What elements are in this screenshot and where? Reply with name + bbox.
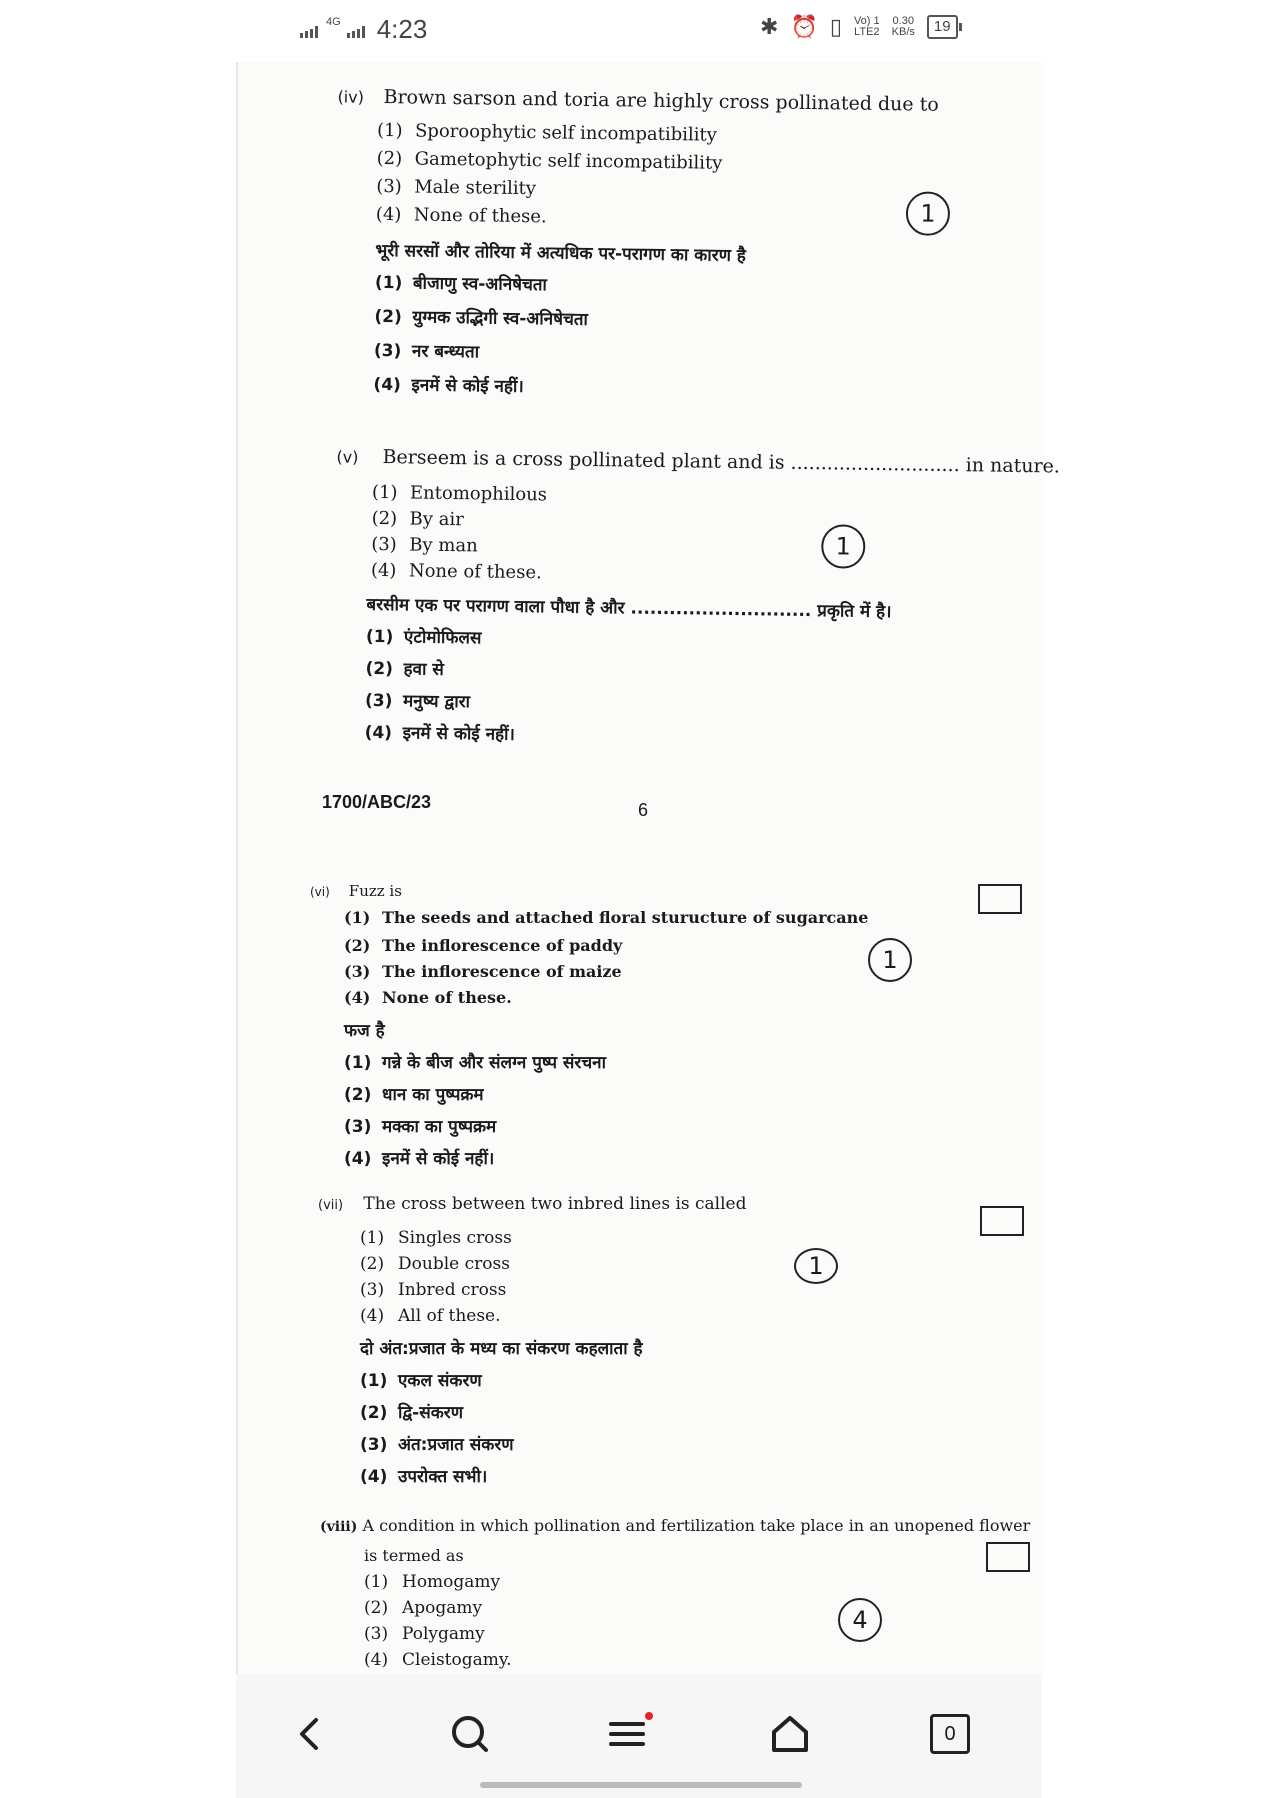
answer-circle-vii: 1 xyxy=(794,1248,838,1284)
menu-button[interactable] xyxy=(600,1704,660,1764)
page-number: 6 xyxy=(638,800,649,820)
q7-option-4: (4) All of these. xyxy=(360,1306,501,1326)
q7-option-2: (2) Double cross xyxy=(360,1254,510,1274)
back-icon xyxy=(290,1714,330,1754)
q7-hindi-option-3: (3) अंत:प्रजात संकरण xyxy=(360,1435,514,1455)
q6-option-3: (3) The inflorescence of maize xyxy=(344,962,622,981)
answer-circle-viii: 4 xyxy=(838,1598,882,1642)
paper-code: 1700/ABC/23 xyxy=(322,792,432,812)
q5-option-2: (2) By air xyxy=(371,507,464,531)
q7-hindi-option-2: (2) द्वि-संकरण xyxy=(360,1403,464,1423)
status-bar xyxy=(0,0,1272,62)
question-iv: (iv) Brown sarson and toria are highly cross pollinated due to xyxy=(337,86,939,116)
marks-box-vi xyxy=(978,884,1022,914)
answer-circle-v: 1 xyxy=(821,524,866,569)
q4-option-3: (3) Male sterility xyxy=(376,175,537,200)
search-icon xyxy=(448,1712,492,1756)
q6-option-1: (1) The seeds and attached floral sturucture of sugarcane xyxy=(344,908,869,927)
q5-hindi-text: बरसीम एक पर परागण वाला पौधा है और ............................ प्रकृति में है। xyxy=(366,594,892,623)
q6-hindi-option-4: (4) इनमें से कोई नहीं। xyxy=(344,1149,495,1169)
exam-page-1 xyxy=(227,62,1061,853)
document-viewer[interactable] xyxy=(236,62,1061,1674)
q5-hindi-option-3: (3) मनुष्य द्वारा xyxy=(364,690,471,713)
q4-hindi-option-3: (3) नर बन्ध्यता xyxy=(373,340,480,363)
q4-hindi-option-1: (1) बीजाणु स्व-अनिषेचता xyxy=(374,272,548,296)
q5-hindi-option-4: (4) इनमें से कोई नहीं। xyxy=(364,722,516,745)
q4-option-4: (4) None of these. xyxy=(375,203,547,228)
q5-hindi-option-1: (1) एंटोमोफिलस xyxy=(365,626,482,649)
q5-option-1: (1) Entomophilous xyxy=(371,481,548,506)
marks-box-vii xyxy=(980,1206,1024,1236)
q7-option-1: (1) Singles cross xyxy=(360,1228,512,1248)
battery-indicator: 19 xyxy=(927,15,958,39)
navigation-bar xyxy=(236,1674,1042,1798)
q8-option-1: (1) Homogamy xyxy=(364,1572,501,1592)
clock: 4:23 xyxy=(376,14,428,44)
q8-option-4: (4) Cleistogamy. xyxy=(364,1650,512,1670)
q4-hindi-option-2: (2) युग्मक उद्भिगी स्व-अनिषेचता xyxy=(374,306,589,330)
tabs-icon: 0 xyxy=(930,1714,970,1754)
q5-option-3: (3) By man xyxy=(371,533,478,557)
q6-hindi-option-3: (3) मक्का का पुष्पक्रम xyxy=(344,1117,497,1137)
volte-indicator: Vo) 1 LTE2 xyxy=(853,15,880,38)
network-speed: 0.30 KB/s xyxy=(891,15,915,38)
q7-hindi-option-1: (1) एकल संकरण xyxy=(360,1371,482,1391)
question-viii-line-2: is termed as xyxy=(364,1546,464,1565)
q7-option-3: (3) Inbred cross xyxy=(360,1280,507,1300)
marks-box-viii xyxy=(986,1542,1030,1572)
signal-icon xyxy=(300,22,318,38)
q6-option-4: (4) None of these. xyxy=(344,988,512,1007)
vibrate-icon: ▯ xyxy=(829,14,842,39)
bluetooth-icon: ✱ xyxy=(760,14,779,39)
q7-hindi-option-4: (4) उपरोक्त सभी। xyxy=(360,1467,488,1487)
back-button[interactable] xyxy=(280,1704,340,1764)
answer-circle-iv: 1 xyxy=(906,191,951,236)
q5-hindi-option-2: (2) हवा से xyxy=(365,658,444,680)
menu-icon xyxy=(605,1712,655,1756)
question-vi: (vi) Fuzz is xyxy=(310,882,402,900)
q6-hindi-text: फज है xyxy=(344,1021,385,1041)
q5-option-4: (4) None of these. xyxy=(370,559,542,584)
answer-circle-vi: 1 xyxy=(868,938,912,982)
exam-page-2 xyxy=(238,842,1044,1674)
gesture-bar[interactable] xyxy=(480,1782,802,1788)
q8-option-2: (2) Apogamy xyxy=(364,1598,483,1618)
question-vii: (vii) The cross between two inbred lines is called xyxy=(318,1194,747,1214)
network-type: 4G xyxy=(326,15,341,28)
q4-hindi-option-4: (4) इनमें से कोई नहीं। xyxy=(373,374,524,398)
q6-hindi-option-1: (1) गन्ने के बीज और संलग्न पुष्प संरचना xyxy=(344,1053,606,1073)
question-viii: (viii) A condition in which pollination and fertilization take place in an unopened flower xyxy=(320,1516,1031,1535)
question-v: (v) Berseem is a cross pollinated plant and is ............................ in nature. xyxy=(336,446,1061,478)
home-button[interactable] xyxy=(760,1704,820,1764)
alarm-icon: ⏰ xyxy=(790,14,818,39)
q7-hindi-text: दो अंत:प्रजात के मध्य का संकरण कहलाता है xyxy=(360,1339,643,1359)
q4-option-2: (2) Gametophytic self incompatibility xyxy=(376,147,723,174)
home-icon xyxy=(768,1712,812,1756)
q4-option-1: (1) Sporoophytic self incompatibility xyxy=(376,119,718,146)
q8-option-3: (3) Polygamy xyxy=(364,1624,485,1644)
q6-option-2: (2) The inflorescence of paddy xyxy=(344,936,623,955)
notification-dot-icon xyxy=(645,1712,653,1720)
signal-icon-2 xyxy=(347,22,365,38)
q6-hindi-option-2: (2) धान का पुष्पक्रम xyxy=(344,1085,484,1105)
search-button[interactable] xyxy=(440,1704,500,1764)
q4-hindi-text: भूरी सरसों और तोरिया में अत्यधिक पर-परागण का कारण है xyxy=(375,240,747,267)
tabs-button[interactable] xyxy=(920,1704,980,1764)
